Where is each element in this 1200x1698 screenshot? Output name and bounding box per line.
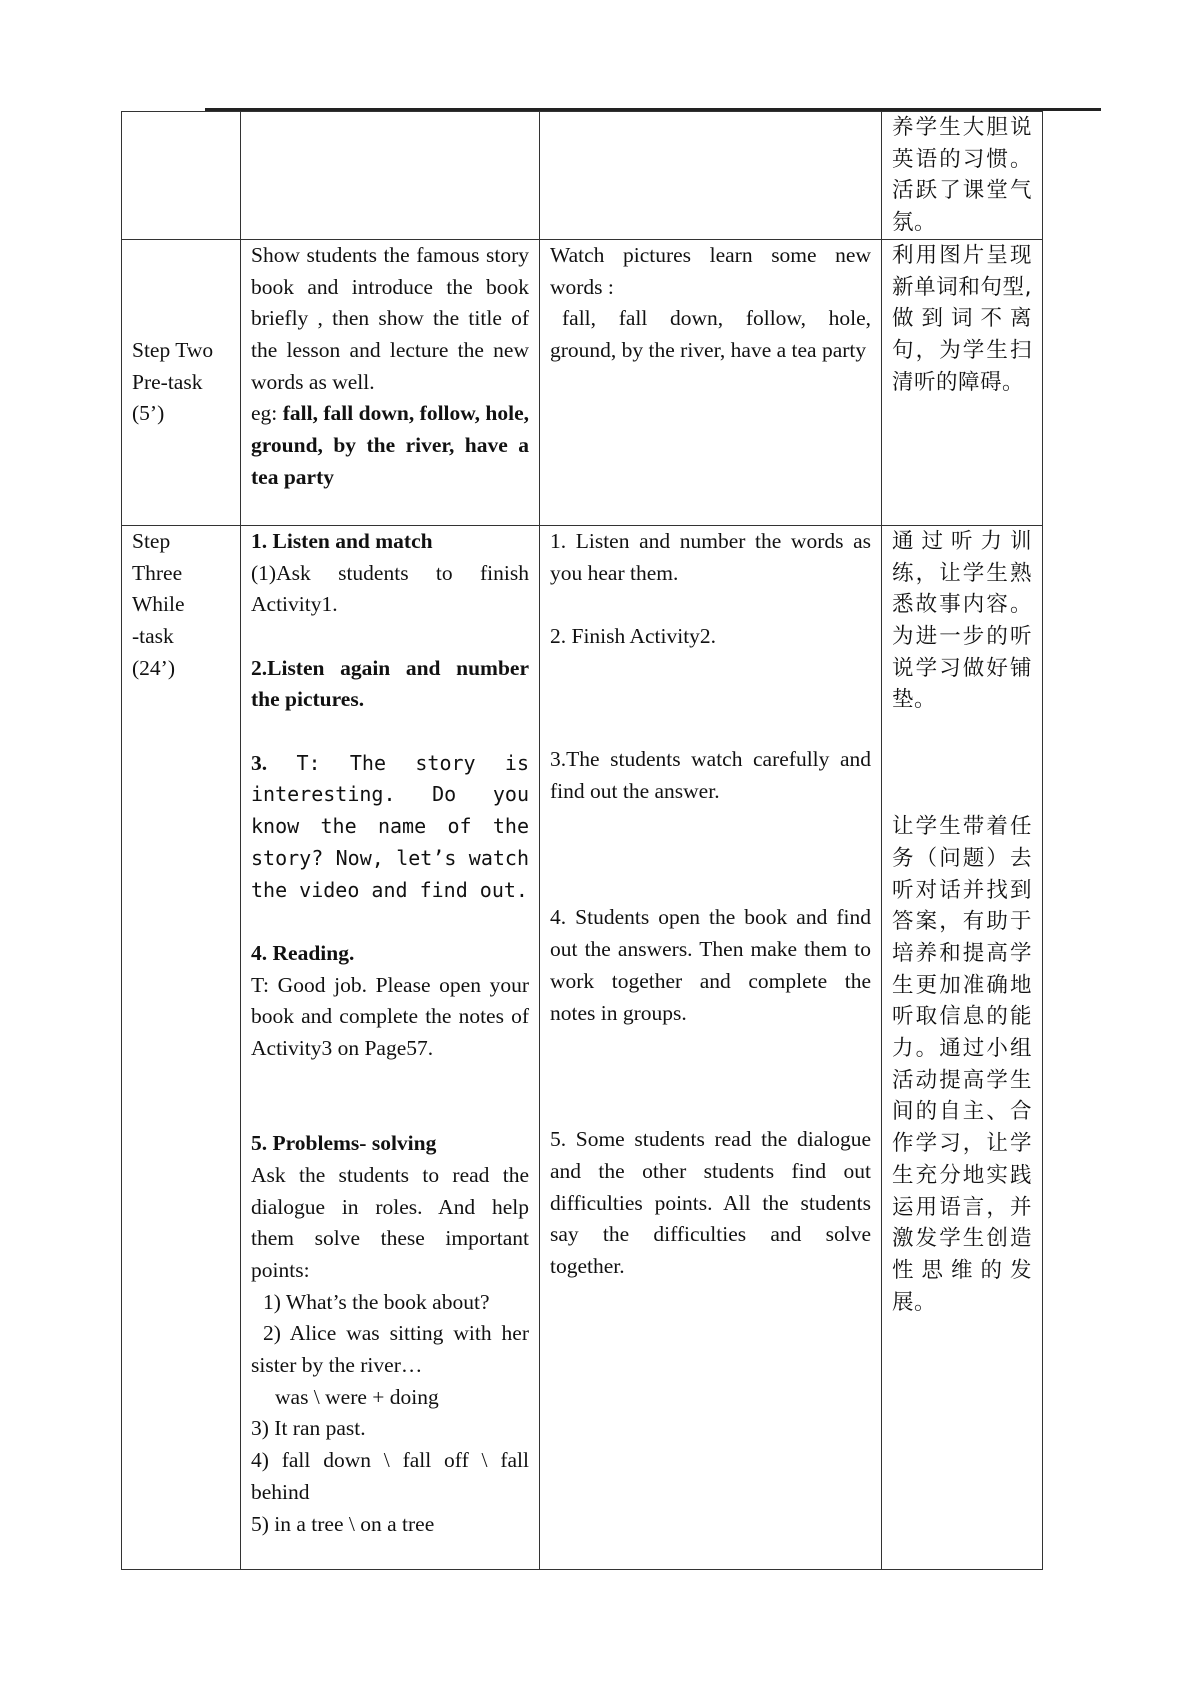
activity-title: 1. Listen and match [251, 528, 433, 553]
point-item: 4) fall down \ fall off \ fall behind [251, 1448, 529, 1504]
step-phase: Pre-task [132, 369, 203, 394]
purpose-text: 通过听力训练，让学生熟悉故事内容。为进一步的听说学习做好铺垫。 [892, 528, 1032, 713]
step-cell [122, 239, 241, 525]
activity-number: 3. [251, 750, 268, 775]
student-activity-cell [540, 239, 882, 525]
purpose-text: 利用图片呈现新单词和句型,做到词不离句，为学生扫清听的障碍。 [892, 242, 1032, 395]
student-step-text: 1. Listen and number the words as you hear them. [550, 528, 871, 585]
activity-text [251, 748, 529, 907]
student-activity-cell [540, 525, 882, 1569]
table-row [122, 112, 1043, 240]
step-label: Step [132, 528, 171, 553]
step-duration: (24’) [132, 655, 175, 680]
step-phase: -task [132, 623, 174, 648]
student-intro-text: Watch pictures learn some new words : [550, 242, 871, 299]
example-label: eg: [251, 401, 278, 426]
student-step-text: 3.The students watch carefully and find out the answer. [550, 746, 871, 803]
activity-text: (1)Ask students to finish Activity1. [251, 560, 529, 617]
teacher-example [251, 398, 529, 493]
point-item: 3) It ran past. [251, 1416, 366, 1441]
activity-dialogue: T: The story is interesting. Do you know the name of the story? Now, let’s watch the video and find out. [251, 750, 529, 902]
point-item: 2) Alice was sitting with her sister by the river… [251, 1321, 529, 1378]
purpose-text: 让学生带着任务（问题）去听对话并找到答案，有助于培养和提高学生更加准确地听取信息的能力。通过小组活动提高学生间的自主、合作学习，让学生充分地实践运用语言，并激发学生创造性思维的发展。 [892, 814, 1032, 1315]
activity-title: 4. Reading. [251, 940, 355, 965]
student-step-text: 4. Students open the book and find out the answers. Then make them to work together and complete the notes in groups. [550, 905, 871, 1025]
table-row [122, 239, 1043, 525]
student-step-text: 2. Finish Activity2. [550, 623, 717, 648]
teacher-intro-text: Show students the famous story book and introduce the book briefly , then show the title of the lesson and lecture the new words as well. [251, 242, 529, 394]
teacher-activity-cell [241, 112, 540, 240]
point-item: was \ were + doing [275, 1384, 439, 1409]
purpose-cell [882, 239, 1043, 525]
step-cell [122, 525, 241, 1569]
purpose-text: 养学生大胆说英语的习惯。活跃了课堂气氛。 [892, 115, 1032, 236]
point-item: 1) What’s the book about? [263, 1289, 490, 1314]
table-row [122, 525, 1043, 1569]
activity-title: 5. Problems- solving [251, 1131, 437, 1156]
purpose-cell [882, 112, 1043, 240]
lesson-plan-table [121, 111, 1043, 1570]
step-phase: While [132, 592, 185, 617]
teacher-activity-cell [241, 239, 540, 525]
purpose-cell [882, 525, 1043, 1569]
teacher-activity-cell [241, 525, 540, 1569]
step-duration: (5’) [132, 401, 165, 426]
step-label: Three [132, 560, 183, 585]
student-activity-cell [540, 112, 882, 240]
step-label: Step Two [132, 337, 214, 362]
point-item: 5) in a tree \ on a tree [251, 1511, 435, 1536]
activity-text: Ask the students to read the dialogue in roles. And help them solve these important points: [251, 1162, 529, 1282]
step-cell [122, 112, 241, 240]
activity-text: T: Good job. Please open your book and complete the notes of Activity3 on Page57. [251, 972, 529, 1061]
student-step-text: 5. Some students read the dialogue and the other students find out difficulties points. All the students say the difficulties and solve together. [550, 1127, 871, 1279]
activity-title: 2.Listen again and number the pictures. [251, 655, 529, 712]
student-words-text: fall, fall down, follow, hole, ground, by the river, have a tea party [550, 306, 871, 362]
example-words: fall, fall down, follow, hole, ground, by the river, have a tea party [251, 401, 530, 489]
